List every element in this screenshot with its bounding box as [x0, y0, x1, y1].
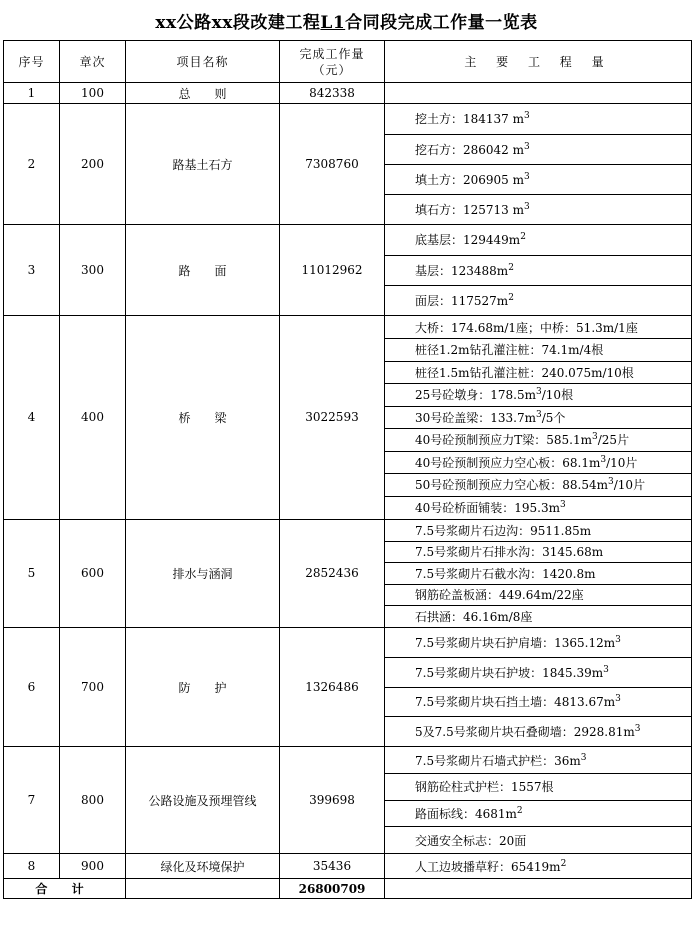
works-item-tail: /10片 — [613, 478, 646, 493]
works-item-text — [385, 474, 691, 497]
title-prefix: xx公路xx段改建工程 — [155, 13, 321, 33]
cell-seq: 6 — [4, 628, 60, 747]
works-item — [385, 451, 691, 474]
works-item-exponent: 3 — [615, 694, 621, 705]
works-item-text — [385, 285, 691, 315]
works-item-text — [385, 747, 691, 774]
works-item-text — [385, 339, 691, 362]
works-list — [385, 520, 691, 628]
works-item-main: 填石方：125713 m — [415, 202, 525, 217]
table-row — [4, 854, 692, 879]
cell-works — [385, 519, 692, 628]
works-item-text — [385, 658, 691, 688]
works-item — [385, 774, 691, 801]
works-item-text — [385, 361, 691, 384]
works-item-text — [385, 584, 691, 606]
cell-item: 防 护 — [126, 628, 280, 747]
works-item-main: 7.5号浆砌片石墙式护栏：36m — [415, 753, 581, 768]
works-item-main: 交通安全标志：20面 — [415, 833, 527, 848]
works-item — [385, 658, 691, 688]
works-item — [385, 384, 691, 407]
works-item-exponent: 3 — [634, 724, 641, 734]
works-item — [385, 800, 691, 827]
works-item — [385, 747, 691, 774]
table-row — [4, 83, 692, 104]
total-works-empty — [385, 879, 692, 899]
cell-seq: 1 — [4, 83, 60, 104]
works-list — [385, 316, 691, 519]
works-item-main: 钢筋砼盖板涵：449.64m/22座 — [415, 588, 584, 603]
table-row — [4, 316, 692, 520]
works-list — [385, 854, 691, 878]
works-item-text — [385, 606, 691, 628]
works-item-text — [385, 225, 691, 255]
works-item-text — [385, 104, 691, 134]
works-item-exponent: 3 — [580, 752, 587, 763]
cell-amount: 35436 — [280, 854, 385, 879]
cell-chapter: 700 — [60, 628, 126, 747]
works-item-main: 填土方：206905 m — [415, 172, 525, 187]
works-list — [385, 628, 691, 746]
cell-works — [385, 104, 692, 225]
works-item — [385, 541, 691, 563]
works-item-main: 挖石方：286042 m — [415, 142, 525, 157]
cell-item: 桥 梁 — [126, 316, 280, 520]
works-item-main: 底基层：129449m — [415, 233, 521, 248]
works-item-main: 大桥：174.68m/1座；中桥：51.3m/1座 — [415, 320, 638, 335]
works-item-text — [385, 496, 691, 519]
cell-item: 排水与涵洞 — [126, 519, 280, 628]
cell-works — [385, 854, 692, 879]
works-item-text — [385, 520, 691, 542]
works-item-main: 7.5号浆砌片块石护肩墙：1365.12m — [415, 636, 616, 650]
works-item-tail: /25片 — [597, 433, 630, 448]
works-item-exponent: 2 — [520, 232, 526, 243]
cell-item: 公路设施及预埋管线 — [126, 747, 280, 854]
works-item — [385, 584, 691, 606]
works-item-text — [385, 255, 691, 285]
works-item — [385, 134, 691, 164]
works-item-exponent: 2 — [508, 292, 514, 303]
header-row — [4, 41, 692, 83]
works-item-text — [385, 774, 691, 801]
header-chapter: 章次 — [60, 41, 126, 83]
works-item-main: 桩径1.2m钻孔灌注桩：74.1m/4根 — [415, 343, 604, 358]
works-item — [385, 255, 691, 285]
works-item-text — [385, 451, 691, 474]
works-item-text — [385, 316, 691, 339]
works-item-text — [385, 406, 691, 429]
works-item-exponent: 3 — [592, 432, 598, 443]
cell-amount: 842338 — [280, 83, 385, 104]
cell-seq: 5 — [4, 519, 60, 628]
works-item — [385, 406, 691, 429]
works-item-main: 5及7.5号浆砌片块石叠砌墙：2928.81m — [415, 725, 635, 739]
cell-seq: 4 — [4, 316, 60, 520]
works-item — [385, 429, 691, 452]
works-list — [385, 104, 691, 224]
works-item-tail: /10根 — [541, 388, 574, 403]
works-item-main: 7.5号浆砌片石截水沟：1420.8m — [415, 566, 596, 581]
works-item-exponent: 3 — [608, 477, 614, 488]
header-item: 项目名称 — [126, 41, 280, 83]
cell-amount: 399698 — [280, 747, 385, 854]
total-row — [4, 879, 692, 899]
cell-amount: 2852436 — [280, 519, 385, 628]
works-item-text — [385, 384, 691, 407]
works-item — [385, 628, 691, 658]
works-item-text — [385, 628, 691, 658]
works-item-main: 人工边坡播草籽：65419m — [415, 859, 561, 874]
works-item — [385, 563, 691, 585]
works-item-text — [385, 800, 691, 827]
works-item-exponent: 3 — [536, 387, 542, 398]
works-item — [385, 164, 691, 194]
works-item — [385, 225, 691, 255]
works-item-exponent: 3 — [560, 500, 566, 510]
header-seq: 序号 — [4, 41, 60, 83]
works-item-main: 40号砼预制预应力T梁：585.1m — [415, 433, 593, 448]
table-row — [4, 519, 692, 628]
works-item-main: 7.5号浆砌片块石挡土墙：4813.67m — [415, 695, 616, 710]
works-item-main: 40号砼桥面铺装：195.3m — [415, 501, 561, 515]
works-item-main: 7.5号浆砌片石排水沟：3145.68m — [415, 545, 604, 560]
works-item-exponent: 3 — [603, 664, 609, 675]
works-item-text — [385, 563, 691, 585]
works-item-exponent: 3 — [600, 454, 607, 465]
cell-seq: 3 — [4, 225, 60, 316]
works-item-main: 7.5号浆砌片块石护坡：1845.39m — [415, 665, 604, 680]
document-title — [0, 8, 693, 33]
works-item-main: 30号砼盖梁：133.7m — [415, 410, 537, 425]
works-item-main: 40号砼预制预应力空心板：68.1m — [415, 455, 601, 470]
works-item-text — [385, 429, 691, 452]
works-item-exponent: 2 — [508, 262, 514, 273]
works-list — [385, 225, 691, 315]
title-contract-code: L1 — [320, 13, 346, 33]
cell-chapter: 900 — [60, 854, 126, 879]
works-item — [385, 687, 691, 717]
works-item-text — [385, 541, 691, 563]
cell-chapter: 300 — [60, 225, 126, 316]
total-empty — [126, 879, 280, 899]
works-item-main: 基层：123488m — [415, 263, 509, 278]
cell-works — [385, 628, 692, 747]
works-item-tail: /10片 — [606, 455, 638, 470]
cell-amount: 3022593 — [280, 316, 385, 520]
cell-chapter: 600 — [60, 519, 126, 628]
works-item-text — [385, 134, 691, 164]
works-item-text — [385, 164, 691, 194]
workload-table — [3, 40, 692, 899]
works-item — [385, 285, 691, 315]
works-item — [385, 520, 691, 542]
works-item-exponent: 3 — [536, 409, 542, 420]
table-row — [4, 628, 692, 747]
works-item-text — [385, 854, 691, 878]
works-item — [385, 316, 691, 339]
works-item-main: 石拱涵：46.16m/8座 — [415, 610, 533, 624]
works-item-text — [385, 194, 691, 224]
works-item — [385, 496, 691, 519]
works-item — [385, 339, 691, 362]
works-item — [385, 361, 691, 384]
cell-chapter: 100 — [60, 83, 126, 104]
works-item — [385, 854, 691, 878]
cell-item: 路基土石方 — [126, 104, 280, 225]
works-item-exponent: 3 — [615, 635, 621, 645]
header-amount — [280, 41, 385, 83]
total-label: 合 计 — [4, 879, 126, 899]
works-item — [385, 474, 691, 497]
table-row — [4, 747, 692, 854]
header-works: 主 要 工 程 量 — [385, 41, 692, 83]
cell-works — [385, 316, 692, 520]
works-list — [385, 747, 691, 853]
cell-seq: 7 — [4, 747, 60, 854]
works-item — [385, 827, 691, 854]
cell-seq: 2 — [4, 104, 60, 225]
cell-chapter: 200 — [60, 104, 126, 225]
works-item-main: 面层：117527m — [415, 293, 509, 308]
cell-works — [385, 225, 692, 316]
cell-chapter: 400 — [60, 316, 126, 520]
total-amount: 26800709 — [280, 879, 385, 899]
works-item-text — [385, 827, 691, 854]
header-amount-line2: （元） — [312, 62, 352, 77]
table-row — [4, 225, 692, 316]
works-item — [385, 104, 691, 134]
cell-item: 绿化及环境保护 — [126, 854, 280, 879]
works-item-text — [385, 687, 691, 717]
works-item-exponent: 3 — [524, 111, 530, 122]
works-item — [385, 194, 691, 224]
works-item-exponent: 3 — [524, 141, 530, 152]
works-item-main: 25号砼墩身：178.5m — [415, 388, 537, 403]
cell-item: 总 则 — [126, 83, 280, 104]
works-item-main: 挖土方：184137 m — [415, 112, 525, 127]
works-item-text — [385, 717, 691, 747]
works-item — [385, 717, 691, 747]
cell-works — [385, 83, 692, 104]
cell-amount: 7308760 — [280, 104, 385, 225]
works-item-main: 路面标线：4681m — [415, 806, 517, 821]
title-suffix: 合同段完成工作量一览表 — [345, 13, 538, 33]
works-item-tail: /5个 — [541, 410, 566, 425]
works-item-exponent: 2 — [516, 805, 523, 816]
works-item-exponent: 3 — [524, 201, 530, 212]
works-item-main: 50号砼预制预应力空心板：88.54m — [415, 478, 609, 493]
works-item-exponent: 3 — [524, 171, 530, 182]
table-row — [4, 104, 692, 225]
cell-item: 路 面 — [126, 225, 280, 316]
works-item-exponent: 2 — [560, 858, 567, 869]
works-item-main: 7.5号浆砌片石边沟：9511.85m — [415, 523, 592, 538]
works-item-main: 桩径1.5m钻孔灌注桩：240.075m/10根 — [415, 365, 634, 380]
cell-amount: 1326486 — [280, 628, 385, 747]
header-amount-line1: 完成工作量 — [299, 46, 365, 61]
cell-chapter: 800 — [60, 747, 126, 854]
cell-amount: 11012962 — [280, 225, 385, 316]
cell-seq: 8 — [4, 854, 60, 879]
works-item — [385, 606, 691, 628]
cell-works — [385, 747, 692, 854]
works-item-main: 钢筋砼柱式护栏：1557根 — [415, 780, 554, 795]
